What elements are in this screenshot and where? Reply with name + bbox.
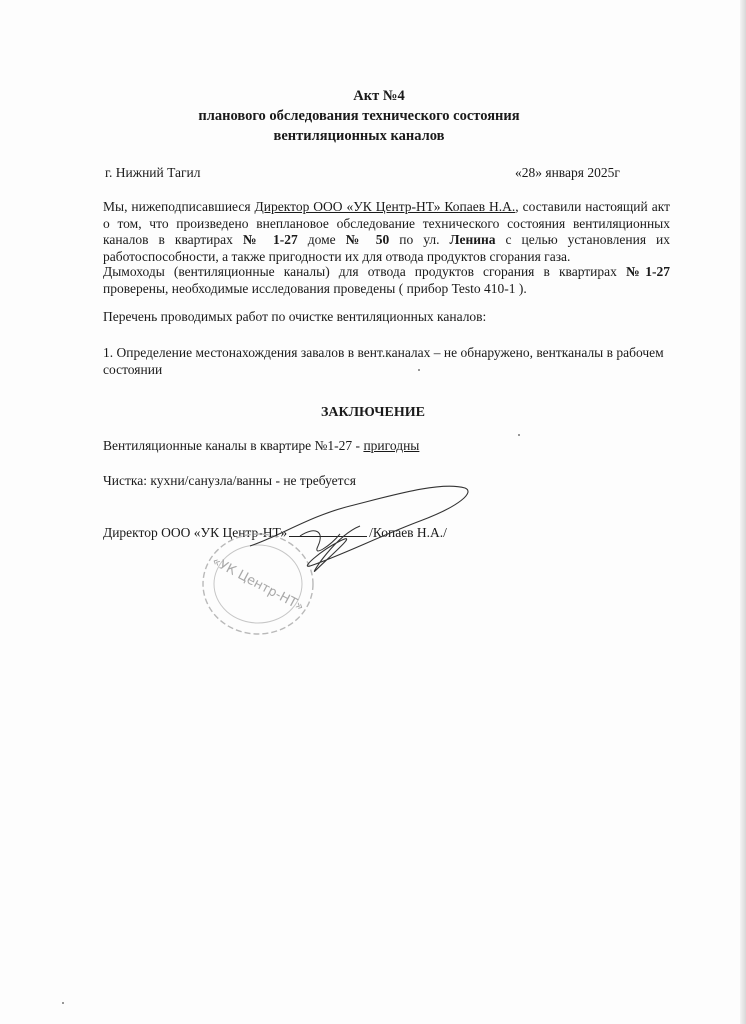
intro-text-b: , составили настоящий акт о том, что произведено внеплановое обследование технического состояния вентиляционных каналов в квартирах [103,199,670,247]
conclusion-line [103,438,419,454]
intro-street: Ленина [449,232,496,247]
chimneys-apartments: №1-27 [625,264,671,279]
intro-text-e: с целью установления их работоспособности, а также пригодности их для отвода продуктов сгорания газа. [103,232,670,264]
conclusion-heading: ЗАКЛЮЧЕНИЕ [320,405,426,420]
title-line-1: Акт №4 [353,88,405,104]
scan-speck [518,434,520,436]
paragraph-intro [103,199,670,265]
paragraph-chimneys [103,264,670,297]
paragraph-work-item-1: 1. Определение местонахождения завалов в вент.каналах – не обнаружено, вентканалы в рабочем состоянии [103,345,664,377]
chimneys-text-a: Дымоходы (вентиляционные каналы) для отвода продуктов сгорания в квартирах [103,264,626,279]
scan-speck [418,369,420,371]
act-title [0,86,746,146]
cleaning-line: Чистка: кухни/санузла/ванны - не требуется [103,473,356,488]
title-line-2: планового обследования технического состояния [198,108,520,124]
date: «28» января 2025г [515,165,620,180]
intro-apartments: № 1-27 [242,232,298,247]
paragraph-works-list: Перечень проводимых работ по очистке вентиляционных каналов: [103,309,487,324]
intro-text-c: доме [297,232,346,247]
signer-name: /Копаев Н.А./ [369,525,447,540]
title-line-3: вентиляционных каналов [273,128,445,144]
page-edge-shadow [740,0,746,1024]
chimneys-text-b: проверены, необходимые исследования проведены ( прибор Testo 410-1 ). [103,280,527,296]
intro-house: № 50 [345,232,390,247]
city: г. Нижний Тагил [105,165,201,180]
conclusion-result: пригодны [363,438,420,453]
signature-icon [240,476,480,586]
intro-signer: Директор ООО «УК Центр-НТ» Копаев Н.А. [254,199,516,214]
conclusion-text: Вентиляционные каналы в квартире №1-27 - [103,438,364,453]
intro-text-d: по ул. [389,232,450,247]
svg-text:«УК Центр-НТ»: «УК Центр-НТ» [209,553,307,616]
intro-text-a: Мы, нижеподписавшиеся [103,199,255,214]
scan-speck [62,1002,64,1004]
signer-position: Директор ООО «УК Центр-НТ» [103,525,288,540]
